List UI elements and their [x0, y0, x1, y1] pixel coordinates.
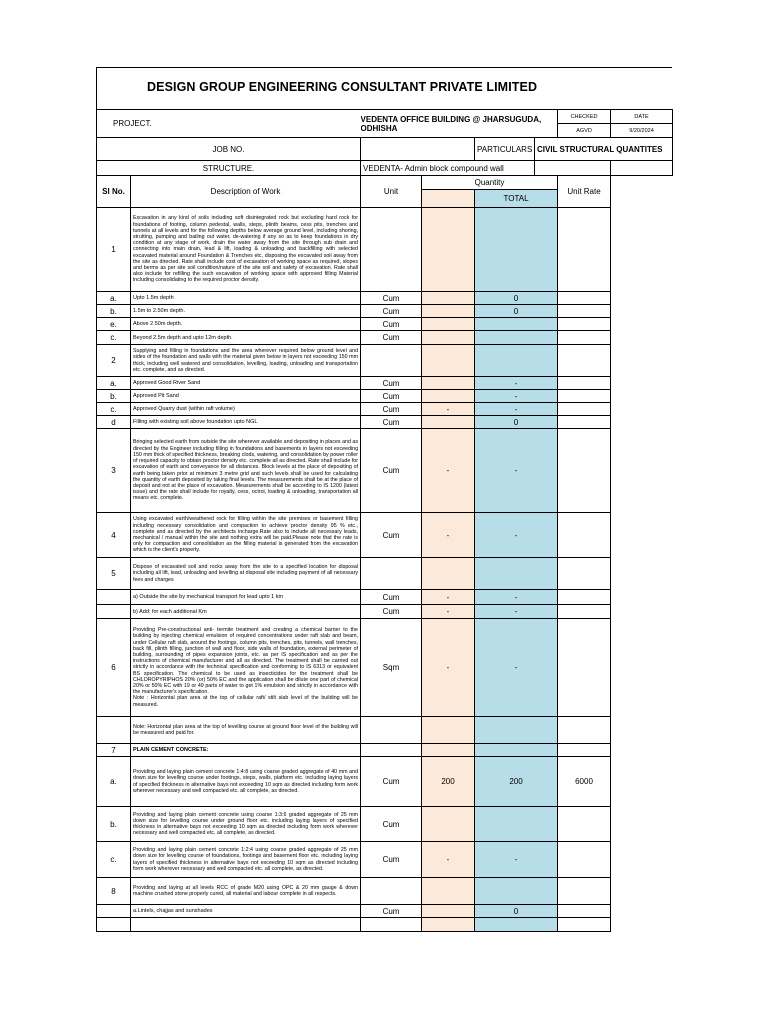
row-unit-rate: [558, 403, 611, 416]
row-description: PLAIN CEMENT CONCRETE:: [131, 744, 361, 757]
row-unit-rate: [558, 807, 611, 842]
row-quantity: [422, 878, 475, 905]
row-total: -: [475, 590, 558, 605]
row-quantity: [422, 717, 475, 744]
row-quantity: [422, 918, 475, 932]
row-total: -: [475, 429, 558, 513]
row-unit: [361, 558, 422, 590]
row-total: -: [475, 403, 558, 416]
row-unit-rate: [558, 292, 611, 305]
row-unit-rate: [558, 717, 611, 744]
row-unit-rate: [558, 318, 611, 331]
row-unit: Cum: [361, 429, 422, 513]
row-description: Approved Pit Sand: [131, 390, 361, 403]
title-bar: [96, 67, 672, 109]
row-quantity: [422, 390, 475, 403]
row-total: 0: [475, 905, 558, 918]
row-unit-rate: [558, 208, 611, 292]
row-description: a.Lintels, chajjas and sunshades: [131, 905, 361, 918]
project-value: VEDENTA OFFICE BUILDING @ JHARSUGUDA, ODHISHA: [361, 110, 558, 138]
col-qty-sub: [422, 190, 475, 208]
row-total: [475, 807, 558, 842]
row-sl-number: 7: [97, 744, 131, 757]
row-total: [475, 208, 558, 292]
row-sl-number: 1: [97, 208, 131, 292]
row-total: [475, 558, 558, 590]
particulars-value: CIVIL STRUCTURAL QUANTITES: [535, 138, 673, 161]
row-description: Approved Good River Sand: [131, 377, 361, 390]
row-unit-rate: [558, 590, 611, 605]
row-unit-rate: [558, 429, 611, 513]
row-unit-rate: [558, 390, 611, 403]
row-total: -: [475, 513, 558, 558]
row-unit: Cum: [361, 318, 422, 331]
row-unit-rate: 6000: [558, 757, 611, 807]
row-sl-number: 4: [97, 513, 131, 558]
row-sl-number: b.: [97, 807, 131, 842]
row-description: Supplying and filling in foundations and the area wherever required below ground level and sides of the foundation and walls with the material given below in layers not exceeding 150 mm thick, including well watered and consolidation, levelling, loading, unloading and transportation etc. complete, and as directed.: [131, 345, 361, 377]
row-total: [475, 918, 558, 932]
row-quantity: -: [422, 619, 475, 717]
row-sl-number: c.: [97, 842, 131, 878]
table-row: [97, 807, 673, 842]
row-sl-number: b.: [97, 390, 131, 403]
row-quantity: [422, 807, 475, 842]
row-unit: [361, 744, 422, 757]
row-total: 0: [475, 416, 558, 429]
col-sl: Sl No.: [97, 176, 131, 208]
checked-value: AGVD: [558, 124, 611, 138]
row-unit-rate: [558, 558, 611, 590]
job-label: JOB NO.: [97, 138, 361, 161]
row-description: Dispose of excavated soil and rocks away from the site to a specified location for disposal including all lift, lead, unloading and levelling at disposal site including payment of all necessary fees and charges: [131, 558, 361, 590]
row-description: Beyond 2.5m depth and upto 12m depth.: [131, 331, 361, 345]
table-row: [97, 558, 673, 590]
row-unit-rate: [558, 878, 611, 905]
row-sl-number: [97, 605, 131, 619]
row-unit-rate: [558, 305, 611, 318]
blank-cell-b: [611, 161, 673, 176]
row-unit: [361, 345, 422, 377]
table-row: [97, 918, 673, 932]
row-unit-rate: [558, 416, 611, 429]
row-unit-rate: [558, 905, 611, 918]
table-row: [97, 345, 673, 377]
row-sl-number: a.: [97, 292, 131, 305]
row-unit: Cum: [361, 416, 422, 429]
row-unit: Cum: [361, 807, 422, 842]
row-sl-number: d: [97, 416, 131, 429]
row-unit: Cum: [361, 403, 422, 416]
row-total: -: [475, 842, 558, 878]
row-sl-number: 2: [97, 345, 131, 377]
row-sl-number: c.: [97, 331, 131, 345]
date-label: DATE: [611, 110, 673, 124]
row-sl-number: 8: [97, 878, 131, 905]
row-sl-number: e.: [97, 318, 131, 331]
row-sl-number: 5: [97, 558, 131, 590]
row-description: Providing and laying at all levels RCC of grade M20 using OPC & 20 mm gauge & down machine crushed stone properly cured, all material and labour complete in all respects.: [131, 878, 361, 905]
row-sl-number: [97, 717, 131, 744]
row-sl-number: a.: [97, 377, 131, 390]
checked-label: CHECKED: [558, 110, 611, 124]
row-sl-number: a.: [97, 757, 131, 807]
table-row: [97, 878, 673, 905]
date-value: 9/20/2024: [611, 124, 673, 138]
row-unit-rate: [558, 345, 611, 377]
row-quantity: -: [422, 429, 475, 513]
row-quantity: 200: [422, 757, 475, 807]
row-description: Above 2.50m depth.: [131, 318, 361, 331]
row-total: [475, 717, 558, 744]
row-description: b) Add: for each additional Km: [131, 605, 361, 619]
table-row: [97, 842, 673, 878]
row-description: Providing Pre-constructional anti- termite treatment and creating a chemical barrier to the building by injecting chemical emulsion of required concentrations under raft slab and beam, under Cellular raft slab, around the footings, column pits, trenches, pits, tunnels, wall trenches, back fill, plinth filling, junction of wall and floor, side walls of foundation, external perimeter of building, surrounding of pipes expansion joints, etc. as per IS specification and as per the instructions of chemical manufacturer and all as directed. The treatment shall be carried out strictly in accordance with the technical specification and conforming to IS 6313 or equivalent BS specification. The chemical to be used as insecticides for the treatment shall be CHLOROPYRIPHOS 20% (or) 50% EC and the application shall be dilute one part of chemical 20% or 50% EC with 19 or 49 parts of water to get 1% emulsion and strictly in accordance with the manufacturer's specification. Note : Horizontal plan area at the top of cellular raft/ stilt slab level of the building will be measured.: [131, 619, 361, 717]
company-title: DESIGN GROUP ENGINEERING CONSULTANT PRIVATE LIMITED: [147, 80, 538, 94]
row-quantity: [422, 331, 475, 345]
row-quantity: [422, 345, 475, 377]
row-unit: [361, 717, 422, 744]
row-quantity: [422, 377, 475, 390]
particulars-label: PARTICULARS: [475, 138, 535, 161]
row-unit-rate: [558, 918, 611, 932]
row-sl-number: c.: [97, 403, 131, 416]
row-unit: Sqm: [361, 619, 422, 717]
table-row: [97, 744, 673, 757]
col-unit-rate: Unit Rate: [558, 176, 611, 208]
row-unit: [361, 208, 422, 292]
table-row: [97, 717, 673, 744]
row-unit-rate: [558, 331, 611, 345]
table-row: [97, 390, 673, 403]
row-unit: [361, 878, 422, 905]
row-quantity: [422, 905, 475, 918]
row-total: [475, 331, 558, 345]
row-total: [475, 318, 558, 331]
row-unit-rate: [558, 513, 611, 558]
row-total: 200: [475, 757, 558, 807]
row-quantity: -: [422, 842, 475, 878]
row-total: 0: [475, 292, 558, 305]
structure-value: VEDENTA- Admin block compound wall: [361, 161, 535, 176]
row-unit-rate: [558, 619, 611, 717]
row-total: -: [475, 605, 558, 619]
row-total: 0: [475, 305, 558, 318]
blank-cell-a: [535, 161, 611, 176]
row-unit-rate: [558, 744, 611, 757]
row-unit-rate: [558, 842, 611, 878]
row-quantity: [422, 305, 475, 318]
row-unit-rate: [558, 605, 611, 619]
row-description: Excavation in any kind of soils including soft disintegrated rock but excluding hard rock for foundations of footing, column pedestal, walls, steps, plinth beams, cess pits, trenches and tunnels at all levels and for the following depths below average ground level, including shoring, strutting, pumping and bailing out water, de-watering if any so as to keep foundations in dry condition at any stage of work, drain the water away from the site through sub drain and connecting into main drain, lead & lift, loading & unloading and backfilling with selected excavated material around Foundation & Trenches etc, disposing the excavated soil away from the site as directed. Rate shall include cost of excavation of working space as required, slopes and berms as per site soil condition/nature of the site soil and safety of excavation. Rate shall also include for refilling the such excavation of working space with approved filling Material including consolidating to the required proctor density.: [131, 208, 361, 292]
row-quantity: [422, 292, 475, 305]
row-sl-number: [97, 918, 131, 932]
table-row: [97, 757, 673, 807]
row-sl-number: b.: [97, 305, 131, 318]
row-unit: Cum: [361, 905, 422, 918]
row-unit: Cum: [361, 331, 422, 345]
row-unit: Cum: [361, 757, 422, 807]
table-row: [97, 208, 673, 292]
row-description: Providing and laying plain cement concrete 1:4:8 using coarse graded aggregate of 40 mm and down size for levelling course under footings, steps, walls, platform etc. including laying layers of specified thickness in alternative bays not exceeding 10 sqm as directed including form work wherever necessary and well compacted etc. all complete, as directed.: [131, 757, 361, 807]
row-unit: Cum: [361, 605, 422, 619]
table-row: [97, 403, 673, 416]
table-row: [97, 331, 673, 345]
row-unit-rate: [558, 377, 611, 390]
row-description: Bringing selected earth from outside the site wherever available and depositing in places and as directed by the Engineer including filling in foundations and basements in layers not exceeding 150 mm thick of specified thickness, breaking clods, watering, and consolidation by power roller of required capacity to obtain proctor density etc. complete all as directed. Rate shall include for excavation of earth and conveyance for all distances. Block levels at the place of depositing of earth being taken prior at minimum 3 metre grid and such levels shall be used for calculating the quantity of earth deposited by taking final levels. The measurements shall be at the place of deposit and not at the place of excavation. Measurements shall be according to IS 1200 (latest issue) and the rate shall include for royalty, cess, octroi, loading & unloading, transportation all means etc. complete.: [131, 429, 361, 513]
col-total: TOTAL: [475, 190, 558, 208]
row-quantity: -: [422, 605, 475, 619]
row-quantity: [422, 208, 475, 292]
table-body: [97, 208, 673, 932]
row-quantity: [422, 416, 475, 429]
row-quantity: [422, 318, 475, 331]
row-unit: Cum: [361, 305, 422, 318]
row-quantity: -: [422, 590, 475, 605]
table-row: [97, 905, 673, 918]
table-row: [97, 513, 673, 558]
row-description: 1.5m to 2.50m depth.: [131, 305, 361, 318]
table-row: [97, 318, 673, 331]
boq-table: [96, 109, 673, 932]
col-desc: Description of Work: [131, 176, 361, 208]
row-description: Note: Horizontal plan area at the top of levelling course at ground floor level of the building will be measured and paid for.: [131, 717, 361, 744]
row-total: [475, 744, 558, 757]
row-total: -: [475, 390, 558, 403]
row-description: Providing and laying plain cement concrete 1:2:4 using coarse graded aggregate of 25 mm down size for levelling course of foundations, footings and basement floor etc. including laying layers of specified thickness in alternative bays not exceeding 10 sqm as directed including form work wherever necessary and well compacted etc. all complete, as directed.: [131, 842, 361, 878]
table-row: [97, 416, 673, 429]
row-total: [475, 878, 558, 905]
row-description: Providing and laying plain cement concrete using coarse 1:3:6 graded aggregate of 25 mm down size for levelling course under ground floor etc. including laying layers of specified thickness in alternative bays not exceeding 10 sqm as directed including form work wherever necessary and well compacted etc. all complete, as directed.: [131, 807, 361, 842]
row-quantity: [422, 744, 475, 757]
row-description: [131, 918, 361, 932]
table-row: [97, 605, 673, 619]
col-unit: Unit: [361, 176, 422, 208]
row-total: [475, 345, 558, 377]
col-quantity: Quantity: [422, 176, 558, 190]
row-sl-number: [97, 590, 131, 605]
row-unit: [361, 918, 422, 932]
row-unit: Cum: [361, 292, 422, 305]
job-value: [361, 138, 475, 161]
table-row: [97, 590, 673, 605]
row-sl-number: 3: [97, 429, 131, 513]
row-unit: Cum: [361, 590, 422, 605]
row-unit: Cum: [361, 842, 422, 878]
row-description: Upto 1.5m depth: [131, 292, 361, 305]
row-sl-number: 6: [97, 619, 131, 717]
row-total: -: [475, 377, 558, 390]
table-row: [97, 429, 673, 513]
row-description: a) Outside the site by mechanical transport for lead upto 1 km: [131, 590, 361, 605]
quantity-sheet: [96, 67, 672, 957]
table-row: [97, 292, 673, 305]
structure-label: STRUCTURE.: [97, 161, 361, 176]
row-sl-number: [97, 905, 131, 918]
row-description: Filling with existing soil above foundation upto NGL: [131, 416, 361, 429]
project-label: PROJECT.: [97, 110, 361, 138]
row-description: Using excavated earth/weathered rock for filling within the site premises or basement filling including necessary consolidation and compaction to achieve proctor density 95 % etc., complete and as directed by the architects incharge.Rate also to include all necessary leads, mechanical / manual within the site and nothing extra will be paid.Please note that the rate is only for compaction and consolidation as the filling material is generated from the excavation which is the client's property.: [131, 513, 361, 558]
table-row: [97, 619, 673, 717]
row-unit: Cum: [361, 513, 422, 558]
row-unit: Cum: [361, 377, 422, 390]
row-unit: Cum: [361, 390, 422, 403]
row-quantity: -: [422, 403, 475, 416]
row-quantity: [422, 558, 475, 590]
row-description: Approved Quarry dust (within raft volume): [131, 403, 361, 416]
table-row: [97, 305, 673, 318]
table-row: [97, 377, 673, 390]
row-quantity: -: [422, 513, 475, 558]
row-total: -: [475, 619, 558, 717]
